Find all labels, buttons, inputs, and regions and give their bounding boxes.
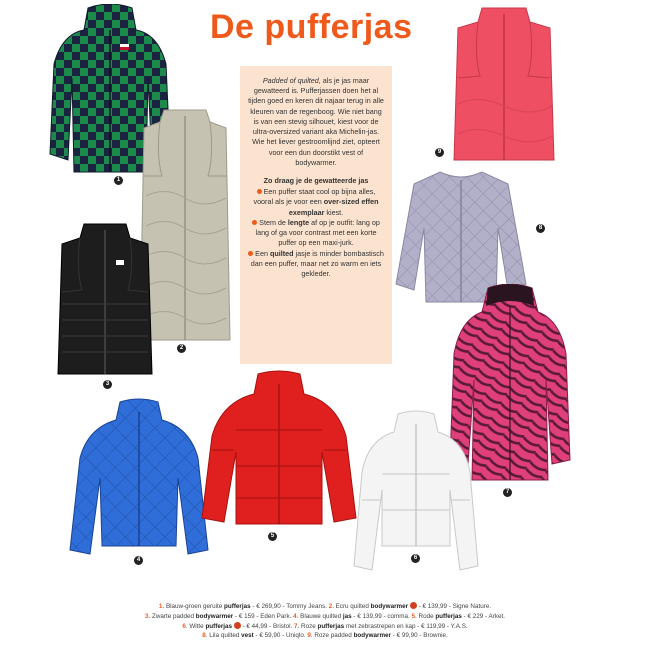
- product-list-caption: [0, 602, 650, 641]
- intro-text-box: [240, 66, 392, 364]
- tip-item: Een puffer staat cool op bijna alles, vooral als je voor een over-sized effen exemplaar kiest.: [253, 187, 379, 217]
- tip-item: Een quilted jasje is minder bombastisch dan een puffer, maar net zo warm en iets gekleder.: [248, 249, 384, 280]
- caption-number: 4: [293, 612, 297, 620]
- heart-icon: [410, 602, 417, 609]
- caption-line: 3. Zwarte padded bodywarmer - € 159 - Eden Park. 4. Blauwe quilted jas - € 139,99 - comma. 5. Rode pufferjas - € 229 - Arket.: [144, 612, 505, 620]
- product-number-badge: 9: [435, 148, 444, 157]
- product-5-red-puffer-image[interactable]: [198, 370, 360, 532]
- product-3-black-bodywarmer-image[interactable]: [54, 220, 156, 378]
- caption-number: 8: [202, 632, 206, 640]
- product-number-badge: 2: [177, 344, 186, 353]
- page-title: De pufferjas: [210, 8, 413, 46]
- intro-lead: Padded of quilted,: [262, 76, 321, 85]
- caption-line: 8. Lila quilted vest - € 59,90 - Uniqlo. 9. Roze padded bodywarmer - € 99,90 - Brownie.: [202, 632, 448, 640]
- tip-item: Stem de lengte af op je outfit: lang op lang of ga voor contrast met een korte puffer op een maxi-jurk.: [248, 218, 384, 249]
- product-9-pink-bodywarmer-image[interactable]: [448, 4, 560, 164]
- bullet-dot-icon: [248, 251, 253, 256]
- caption-number: 3: [144, 612, 149, 620]
- product-number-badge: 4: [134, 556, 143, 565]
- caption-number: 6: [182, 622, 186, 630]
- caption-number: 9: [307, 632, 311, 640]
- caption-line: 1. Blauw-groen geruite pufferjas - € 269,90 - Tommy Jeans. 2. Ecru quilted bodywarmer - € 139,99 - Signe Nature.: [158, 603, 492, 610]
- caption-number: 7: [294, 622, 298, 630]
- intro-paragraph: [248, 76, 384, 168]
- caption-line: 6. Witte pufferjas - € 44,99 - Bristol. 7. Roze pufferjas met zebrastrepen en kap - € 119,99 - Y.A.S.: [182, 622, 468, 630]
- intro-text: als je jas maar gewatteerd is. Pufferjassen doen het al tijden goed en keren dit najaar terug in alle kleuren van de regenboog. Wie niet bang is van een stevig silhouet, kiest voor de ultra-oversized variant aka Michelin-jas. Wie het liever gestroomlijnd ziet, opteert voor een dun doorstikt vest of bodywarmer.: [248, 76, 384, 167]
- product-6-white-puffer-image[interactable]: [350, 410, 482, 578]
- bullet-dot-icon: [257, 189, 262, 194]
- product-4-blue-quilted-jacket-image[interactable]: [66, 398, 212, 558]
- tips-heading: Zo draag je de gewatteerde jas: [263, 175, 369, 185]
- caption-number: 5: [411, 612, 416, 620]
- product-number-badge: 7: [503, 488, 512, 497]
- product-number-badge: 6: [411, 554, 420, 563]
- heart-icon: [234, 622, 241, 629]
- bullet-dot-icon: [252, 220, 257, 225]
- caption-number: 1: [158, 603, 163, 610]
- product-number-badge: 8: [536, 224, 545, 233]
- product-number-badge: 3: [103, 380, 112, 389]
- caption-number: 2: [328, 603, 333, 610]
- product-number-badge: 5: [268, 532, 277, 541]
- product-number-badge: 1: [114, 176, 123, 185]
